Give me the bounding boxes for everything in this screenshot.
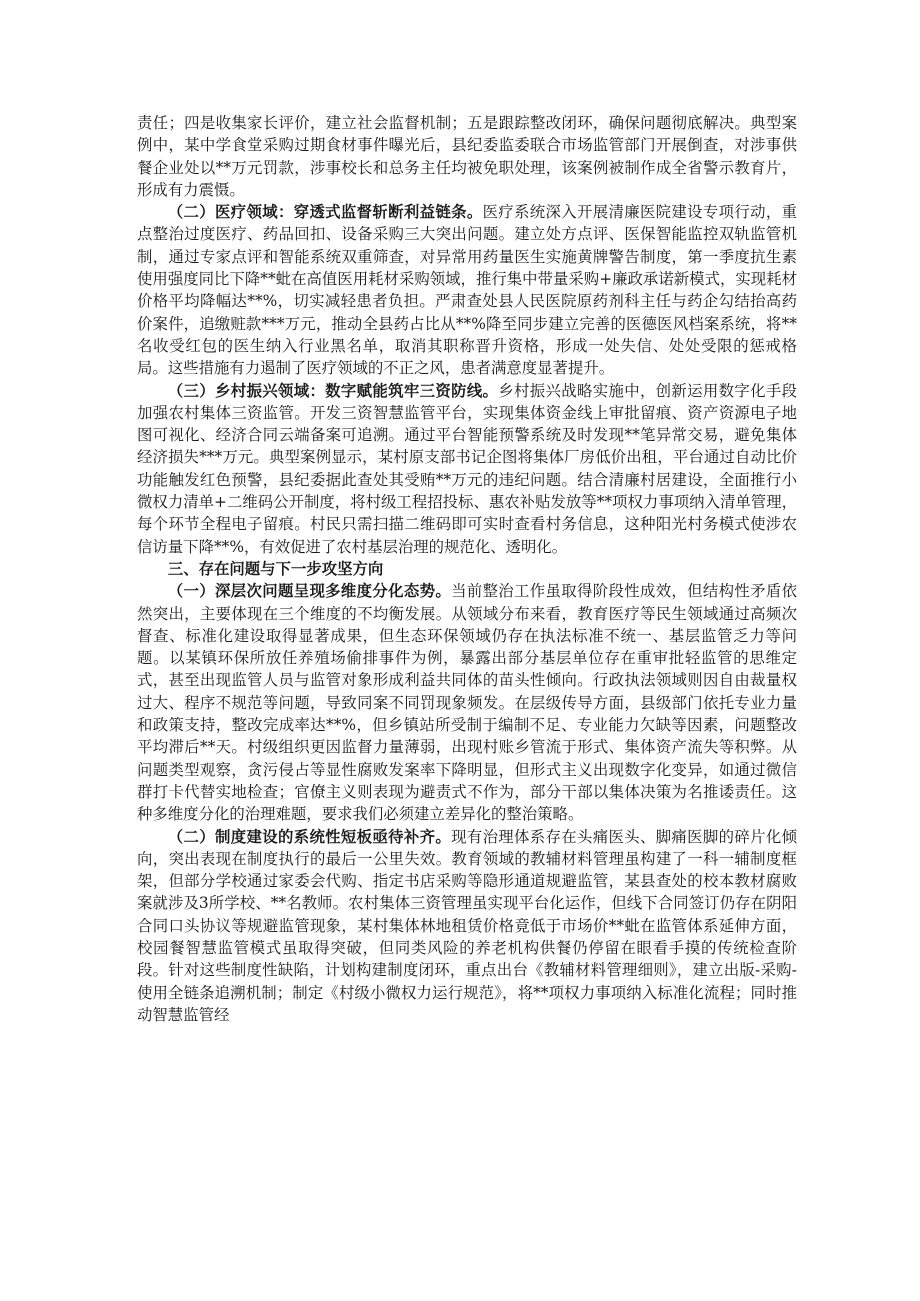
paragraph-school-canteen: 责任；四是收集家长评价，建立社会监督机制；五是跟踪整改闭环，确保问题彻底解决。典型案例中，某中学食堂采购过期食材事件曝光后，县纪委监委联合市场监管部门开展倒查，对涉事供餐企业处以**万元罚款，涉事校长和总务主任均被免职处理，该案例被制作成全省警示教育片，形成有力震慑。 (137, 114, 797, 199)
paragraph-medical (137, 201, 797, 379)
subheading-medical: （二）医疗领域：穿透式监督斩断利益链条。 (167, 203, 483, 222)
paragraph-medical-body: 医疗系统深入开展清廉医院建设专项行动，重点整治过度医疗、药品回扣、设备采购三大突出问题。建立处方点评、医保智能监控双轨监管机制，通过专家点评和智能系统双重筛查，对异常用药量医生实施黄牌警告制度，第一季度抗生素使用强度同比下降**蚍在高值医用耗材采购领域，推行集中带量采购+廉政承诺新模式，实现耗材价格平均降幅达**%，切实减轻患者负担。严肃查处县人民医院原药剂科主任与药企勾结抬高药价案件，追缴赃款***万元，推动全县药占比从**%降至同步建立完善的医德医风档案系统，将**名收受红包的医生纳入行业黑名单，取消其职称晋升资格，形成一处失信、处处受限的惩戒格局。这些措施有力遏制了医疗领域的不正之风，患者满意度显著提升。 (137, 203, 797, 378)
paragraph-rural-body: 乡村振兴战略实施中，创新运用数字化手段加强农村集体三资监管。开发三资智慧监管平台，实现集体资金线上审批留痕、资产资源电子地图可视化、经济合同云端备案可追溯。通过平台智能预警系统及时发现**笔异常交易，避免集体经济损失***万元。典型案例显示，某村原支部书记企图将集体厂房低价出租，平台通过自动比价功能触发红色预警，县纪委据此查处其受贿**万元的违纪问题。结合清廉村居建设，全面推行小微权力清单+二维码公开制度，将村级工程招投标、惠农补贴发放等**项权力事项纳入清单管理，每个环节全程电子留痕。村民只需扫描二维码即可实时查看村务信息，这种阳光村务模式使涉农信访量下降**%，有效促进了农村基层治理的规范化、透明化。 (137, 381, 797, 556)
paragraph-deep-problems (137, 580, 797, 825)
subheading-deep-problems: （一）深层次问题呈现多维度分化态势。 (167, 582, 452, 601)
subheading-system-gaps: （二）制度建设的系统性短板亟待补齐。 (167, 827, 452, 846)
paragraph-system-gaps-body: 现有治理体系存在头痛医头、脚痛医脚的碎片化倾向，突出表现在制度执行的最后一公里失效。教育领域的教辅材料管理虽构建了一科一辅制度框架，但部分学校通过家委会代购、指定书店采购等隐形通道规避监管，某县查处的校本教材腐败案就涉及3所学校、**名教师。农村集体三资管理虽实现平台化运作，但线下合同签订仍存在阴阳合同口头协议等规避监管现象，某村集体林地租赁价格竟低于市场价**蚍在监管体系延伸方面，校园餐智慧监管模式虽取得突破，但同类风险的养老机构供餐仍停留在眼看手摸的传统检查阶段。针对这些制度性缺陷，计划构建制度闭环，重点出台《教辅材料管理细则》，建立出版-采购-使用全链条追溯机制；制定《村级小微权力运行规范》，将**项权力事项纳入标准化流程；同时推动智慧监管经 (137, 827, 797, 1024)
paragraph-rural (137, 380, 797, 558)
subheading-rural: （三）乡村振兴领域：数字赋能筑牢三资防线。 (167, 381, 499, 400)
section-heading-problems: 三、存在问题与下一步攻坚方向 (167, 559, 384, 578)
paragraph-system-gaps (137, 826, 797, 1027)
paragraph-deep-problems-body: 当前整治工作虽取得阶段性成效，但结构性矛盾依然突出，主要体现在三个维度的不均衡发展。从领域分布来看，教育医疗等民生领域通过高频次督查、标准化建设取得显著成果，但生态环保领域仍存在执法标准不统一、基层监管乏力等问题。以某镇环保所放任养殖场偷排事件为例，暴露出部分基层单位存在重审批轻监管的思维定式，甚至出现监管人员与监管对象形成利益共同体的苗头性倾向。行政执法领域则因自由裁量权过大、程序不规范等问题，导致同案不同罚现象频发。在层级传导方面，县级部门依托专业力量和政策支持，整改完成率达**%，但乡镇站所受制于编制不足、专业能力欠缺等因素，问题整改平均滞后**天。村级组织更因监督力量薄弱，出现村账乡管流于形式、集体资产流失等积弊。从问题类型观察，贪污侵占等显性腐败发案率下降明显，但形式主义出现数字化变异，如通过微信群打卡代替实地检查；官僚主义则表现为避责式不作为，部分干部以集体决策为名推诿责任。这种多维度分化的治理难题，要求我们必须建立差异化的整治策略。 (137, 582, 797, 824)
document-page (137, 112, 797, 1026)
